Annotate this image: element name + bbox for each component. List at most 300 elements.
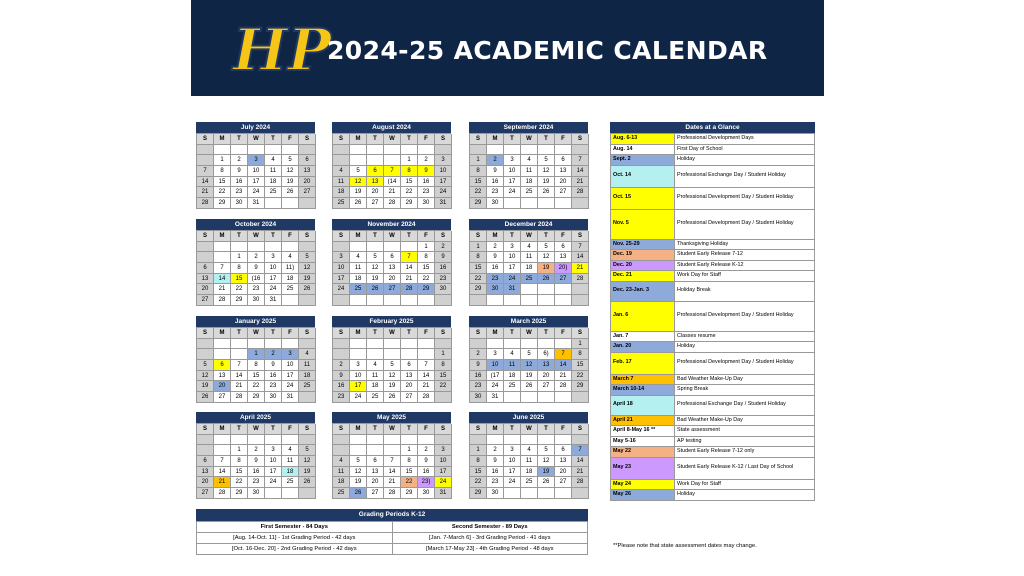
day-cell: 29 (248, 392, 265, 403)
day-cell: 22 (231, 477, 248, 488)
day-cell: 25 (521, 187, 538, 198)
glance-event: Professional Development Day / Student Holiday (675, 301, 815, 331)
day-cell: 4 (333, 456, 350, 467)
day-cell: 1 (435, 349, 452, 360)
month-grid (332, 423, 451, 499)
day-cell: 2 (231, 155, 248, 166)
day-cell (248, 339, 265, 350)
day-cell: 19 (197, 381, 214, 392)
glance-date: Dec. 19 (611, 250, 675, 261)
glance-event: Work Day for Staff (675, 271, 815, 282)
weekday-label: T (367, 424, 384, 435)
day-cell: 16 (435, 263, 452, 274)
day-cell: 27 (538, 381, 555, 392)
day-cell: 7 (572, 445, 589, 456)
day-cell: 6 (367, 166, 384, 177)
month-calendar (196, 219, 315, 306)
day-cell: 15 (470, 263, 487, 274)
glance-event: Professional Development Day / Student Holiday (675, 352, 815, 374)
day-cell: 28 (214, 295, 231, 306)
weekday-label: W (521, 231, 538, 242)
day-cell (350, 242, 367, 253)
day-cell: 17 (350, 381, 367, 392)
day-cell: 14 (572, 166, 589, 177)
day-cell: 29 (231, 295, 248, 306)
month-title: March 2025 (469, 316, 588, 327)
day-cell: 11 (333, 467, 350, 478)
glance-row (611, 447, 815, 458)
weekday-label: M (214, 134, 231, 145)
day-cell (384, 445, 401, 456)
day-cell: 19 (299, 467, 316, 478)
day-cell: 20) (555, 263, 572, 274)
weekday-label: W (248, 134, 265, 145)
day-cell: 20 (367, 477, 384, 488)
day-cell (282, 488, 299, 499)
day-cell (504, 295, 521, 306)
day-cell: 14 (418, 371, 435, 382)
day-cell (538, 392, 555, 403)
day-cell: 29 (401, 488, 418, 499)
day-cell: 3 (265, 445, 282, 456)
day-cell: 3 (265, 252, 282, 263)
glance-event: Work Day for Staff (675, 479, 815, 490)
day-cell: 21 (214, 477, 231, 488)
day-cell: 1 (470, 242, 487, 253)
day-cell: 30 (487, 198, 504, 209)
day-cell: 7 (418, 360, 435, 371)
day-cell: 9 (435, 252, 452, 263)
day-cell: 13 (555, 456, 572, 467)
day-cell (555, 145, 572, 156)
day-cell (384, 145, 401, 156)
day-cell: 8 (214, 166, 231, 177)
day-cell (350, 295, 367, 306)
glance-event: Student Early Release 7-12 only (675, 447, 815, 458)
day-cell: 28 (572, 477, 589, 488)
day-cell: 22 (214, 187, 231, 198)
day-cell: 12 (384, 371, 401, 382)
page-title: 2024-25 ACADEMIC CALENDAR (327, 36, 768, 65)
day-cell: 29 (470, 198, 487, 209)
day-cell: 9 (265, 360, 282, 371)
month-grid (469, 327, 588, 403)
weekday-label: S (470, 231, 487, 242)
day-cell: 1 (470, 445, 487, 456)
weekday-label: T (231, 424, 248, 435)
glance-event: Holiday Break (675, 281, 815, 301)
glance-date: April 18 (611, 395, 675, 415)
day-cell (197, 339, 214, 350)
day-cell (401, 145, 418, 156)
day-cell (470, 435, 487, 446)
day-cell: 10 (435, 456, 452, 467)
day-cell: 23) (418, 477, 435, 488)
glance-event: Bad Weather Make-Up Day (675, 374, 815, 385)
weekday-label: F (282, 424, 299, 435)
day-cell: 10 (265, 456, 282, 467)
day-cell: 15 (214, 177, 231, 188)
day-cell: 15 (401, 177, 418, 188)
day-cell (555, 435, 572, 446)
day-cell (538, 295, 555, 306)
day-cell: 6 (555, 155, 572, 166)
weekday-label: F (418, 328, 435, 339)
day-cell: 5 (367, 252, 384, 263)
day-cell: 27 (367, 198, 384, 209)
day-cell: 16 (418, 177, 435, 188)
glance-row (611, 239, 815, 250)
weekday-label: S (435, 231, 452, 242)
day-cell: 12 (367, 263, 384, 274)
day-cell: 2 (470, 349, 487, 360)
day-cell (504, 435, 521, 446)
day-cell: 16 (265, 371, 282, 382)
day-cell: 26 (538, 187, 555, 198)
month-grid (332, 327, 451, 403)
day-cell: 8 (470, 252, 487, 263)
day-cell: 4 (299, 349, 316, 360)
glance-event: Professional Development Days (675, 134, 815, 145)
glance-date: Sept. 2 (611, 155, 675, 166)
day-cell: 23 (248, 477, 265, 488)
day-cell: 4 (350, 252, 367, 263)
day-cell (214, 339, 231, 350)
weekday-label: T (265, 231, 282, 242)
glance-table (610, 133, 815, 501)
day-cell: 26 (350, 488, 367, 499)
day-cell: 1 (572, 339, 589, 350)
day-cell: 22 (418, 274, 435, 285)
day-cell: 31 (265, 295, 282, 306)
day-cell (401, 435, 418, 446)
day-cell: 23 (248, 284, 265, 295)
glance-row (611, 250, 815, 261)
month-calendar (332, 219, 451, 306)
weekday-label: S (435, 134, 452, 145)
day-cell: 15 (248, 371, 265, 382)
day-cell (282, 339, 299, 350)
day-cell (367, 435, 384, 446)
month-grid (196, 327, 315, 403)
day-cell: 15 (470, 177, 487, 188)
day-cell: 25 (333, 198, 350, 209)
day-cell: 12 (299, 456, 316, 467)
day-cell: 2 (435, 242, 452, 253)
day-cell: 13 (401, 371, 418, 382)
glance-event: Bad Weather Make-Up Day (675, 415, 815, 426)
day-cell: 14 (231, 371, 248, 382)
day-cell: 8 (572, 349, 589, 360)
day-cell: 23 (333, 392, 350, 403)
day-cell: 19 (521, 371, 538, 382)
weekday-label: S (333, 424, 350, 435)
day-cell: 10 (350, 371, 367, 382)
day-cell: 7 (555, 349, 572, 360)
day-cell (333, 242, 350, 253)
weekday-label: W (248, 424, 265, 435)
day-cell: 9 (333, 371, 350, 382)
weekday-label: T (231, 231, 248, 242)
day-cell: 27 (555, 274, 572, 285)
day-cell: 6 (384, 252, 401, 263)
day-cell: 21 (384, 477, 401, 488)
weekday-label: T (367, 231, 384, 242)
day-cell: 19 (350, 187, 367, 198)
first-semester-heading: First Semester - 84 Days (197, 522, 393, 533)
day-cell: 16 (418, 467, 435, 478)
day-cell: 14 (197, 177, 214, 188)
day-cell: 7 (572, 155, 589, 166)
day-cell (333, 145, 350, 156)
grading-periods (196, 509, 588, 555)
day-cell: 26 (384, 392, 401, 403)
day-cell: 20 (197, 477, 214, 488)
glance-date: March 10-14 (611, 385, 675, 396)
day-cell (504, 145, 521, 156)
month-grid (332, 230, 451, 306)
day-cell: 12 (521, 360, 538, 371)
day-cell: 13 (197, 467, 214, 478)
day-cell (248, 242, 265, 253)
day-cell (214, 445, 231, 456)
glance-row (611, 436, 815, 447)
day-cell: 17 (265, 467, 282, 478)
day-cell (367, 145, 384, 156)
day-cell: 13 (538, 360, 555, 371)
weekday-label: S (299, 134, 316, 145)
glance-date: Oct. 14 (611, 165, 675, 187)
day-cell: 16 (487, 177, 504, 188)
day-cell (538, 339, 555, 350)
day-cell (350, 445, 367, 456)
day-cell: 14 (214, 467, 231, 478)
day-cell: 3 (333, 252, 350, 263)
day-cell (367, 445, 384, 456)
day-cell (265, 242, 282, 253)
weekday-label: S (333, 134, 350, 145)
day-cell: 11 (350, 263, 367, 274)
day-cell (470, 339, 487, 350)
day-cell: 24 (487, 381, 504, 392)
weekday-label: M (214, 424, 231, 435)
day-cell: 4 (333, 166, 350, 177)
day-cell: 28 (572, 187, 589, 198)
day-cell (367, 242, 384, 253)
day-cell: 20 (555, 467, 572, 478)
day-cell: 24 (282, 381, 299, 392)
day-cell (521, 435, 538, 446)
day-cell: 10 (265, 263, 282, 274)
day-cell: 2 (248, 252, 265, 263)
day-cell: 4 (521, 242, 538, 253)
weekday-label: T (265, 328, 282, 339)
day-cell (470, 295, 487, 306)
day-cell: 26 (282, 187, 299, 198)
day-cell: 8 (248, 360, 265, 371)
day-cell (384, 295, 401, 306)
day-cell: 30 (487, 488, 504, 499)
day-cell: 31 (504, 284, 521, 295)
day-cell: 4 (521, 445, 538, 456)
day-cell (538, 198, 555, 209)
day-cell: 17 (504, 263, 521, 274)
day-cell: 15 (470, 467, 487, 478)
glance-event: Holiday (675, 490, 815, 501)
day-cell: 16 (470, 371, 487, 382)
day-cell: 7 (231, 360, 248, 371)
day-cell: 26 (367, 284, 384, 295)
day-cell: 12 (538, 252, 555, 263)
day-cell: 18 (521, 263, 538, 274)
glance-row (611, 479, 815, 490)
day-cell (350, 145, 367, 156)
day-cell: 2 (418, 445, 435, 456)
day-cell: 20 (197, 284, 214, 295)
weekday-label: S (333, 231, 350, 242)
day-cell (265, 198, 282, 209)
weekday-label: T (265, 134, 282, 145)
day-cell (333, 349, 350, 360)
glance-date: Aug. 14 (611, 144, 675, 155)
day-cell: 24 (435, 187, 452, 198)
day-cell: 3 (504, 445, 521, 456)
glance-event: Student Early Release K-12 / Last Day of School (675, 457, 815, 479)
day-cell: 2 (265, 349, 282, 360)
day-cell: 17 (435, 177, 452, 188)
day-cell: 3 (504, 155, 521, 166)
weekday-label: F (418, 231, 435, 242)
footnote: **Please note that state assessment dates may change. (613, 543, 757, 549)
day-cell (521, 339, 538, 350)
day-cell (350, 435, 367, 446)
day-cell: 9 (487, 252, 504, 263)
day-cell (299, 295, 316, 306)
day-cell (299, 339, 316, 350)
day-cell: 11 (521, 252, 538, 263)
glance-date: Dec. 21 (611, 271, 675, 282)
day-cell: 27 (299, 187, 316, 198)
day-cell: 4 (265, 155, 282, 166)
day-cell (435, 295, 452, 306)
month-grid (196, 423, 315, 499)
day-cell (384, 155, 401, 166)
day-cell (521, 488, 538, 499)
day-cell: 11 (333, 177, 350, 188)
day-cell: 4 (504, 349, 521, 360)
day-cell: 18 (367, 381, 384, 392)
day-cell (282, 242, 299, 253)
day-cell: 24 (265, 284, 282, 295)
day-cell: 21 (214, 284, 231, 295)
day-cell: 22 (231, 284, 248, 295)
day-cell: 21 (401, 274, 418, 285)
day-cell (265, 145, 282, 156)
day-cell: 13 (367, 467, 384, 478)
weekday-label: S (197, 424, 214, 435)
day-cell: 16 (487, 263, 504, 274)
day-cell (367, 349, 384, 360)
weekday-label: F (418, 134, 435, 145)
day-cell: 19 (538, 467, 555, 478)
month-title: January 2025 (196, 316, 315, 327)
day-cell: 20 (555, 177, 572, 188)
day-cell: 3 (504, 242, 521, 253)
glance-date: May 24 (611, 479, 675, 490)
day-cell (299, 435, 316, 446)
day-cell: 14 (214, 274, 231, 285)
weekday-label: S (299, 231, 316, 242)
day-cell: 23 (470, 381, 487, 392)
weekday-label: F (282, 231, 299, 242)
day-cell: 4 (367, 360, 384, 371)
day-cell (367, 295, 384, 306)
weekday-label: S (299, 424, 316, 435)
day-cell: 19 (350, 477, 367, 488)
day-cell (333, 339, 350, 350)
day-cell: 4 (282, 252, 299, 263)
day-cell: 15 (231, 467, 248, 478)
month-grid (469, 230, 588, 306)
glance-row (611, 187, 815, 209)
day-cell: 13 (555, 252, 572, 263)
day-cell: 9 (248, 263, 265, 274)
day-cell (470, 145, 487, 156)
day-cell: 18 (521, 177, 538, 188)
day-cell (521, 284, 538, 295)
day-cell: 3 (248, 155, 265, 166)
weekday-label: F (282, 328, 299, 339)
day-cell: 26 (538, 477, 555, 488)
grading-title: Grading Periods K-12 (196, 509, 588, 521)
day-cell: 6 (214, 360, 231, 371)
day-cell: 3 (350, 360, 367, 371)
day-cell: 20 (367, 187, 384, 198)
day-cell: 29 (401, 198, 418, 209)
day-cell: 13 (384, 263, 401, 274)
day-cell: 20 (401, 381, 418, 392)
day-cell (538, 488, 555, 499)
day-cell: 8 (435, 360, 452, 371)
day-cell (333, 435, 350, 446)
day-cell (572, 145, 589, 156)
glance-date: April 21 (611, 415, 675, 426)
day-cell: 14 (401, 263, 418, 274)
day-cell: 16 (487, 467, 504, 478)
glance-row (611, 144, 815, 155)
day-cell: 18 (299, 371, 316, 382)
day-cell: 8 (470, 456, 487, 467)
weekday-label: S (470, 328, 487, 339)
glance-event: Professional Development Day / Student Holiday (675, 187, 815, 209)
day-cell: 26 (521, 381, 538, 392)
weekday-label: M (487, 231, 504, 242)
month-grid (469, 133, 588, 209)
day-cell (487, 339, 504, 350)
day-cell: 11 (282, 456, 299, 467)
weekday-label: T (401, 231, 418, 242)
day-cell (384, 242, 401, 253)
day-cell: 18 (333, 477, 350, 488)
weekday-label: W (248, 231, 265, 242)
day-cell: 17 (435, 467, 452, 478)
day-cell (384, 349, 401, 360)
day-cell: 25 (282, 477, 299, 488)
month-title: May 2025 (332, 412, 451, 423)
day-cell (418, 435, 435, 446)
day-cell: 27 (384, 284, 401, 295)
day-cell (572, 295, 589, 306)
